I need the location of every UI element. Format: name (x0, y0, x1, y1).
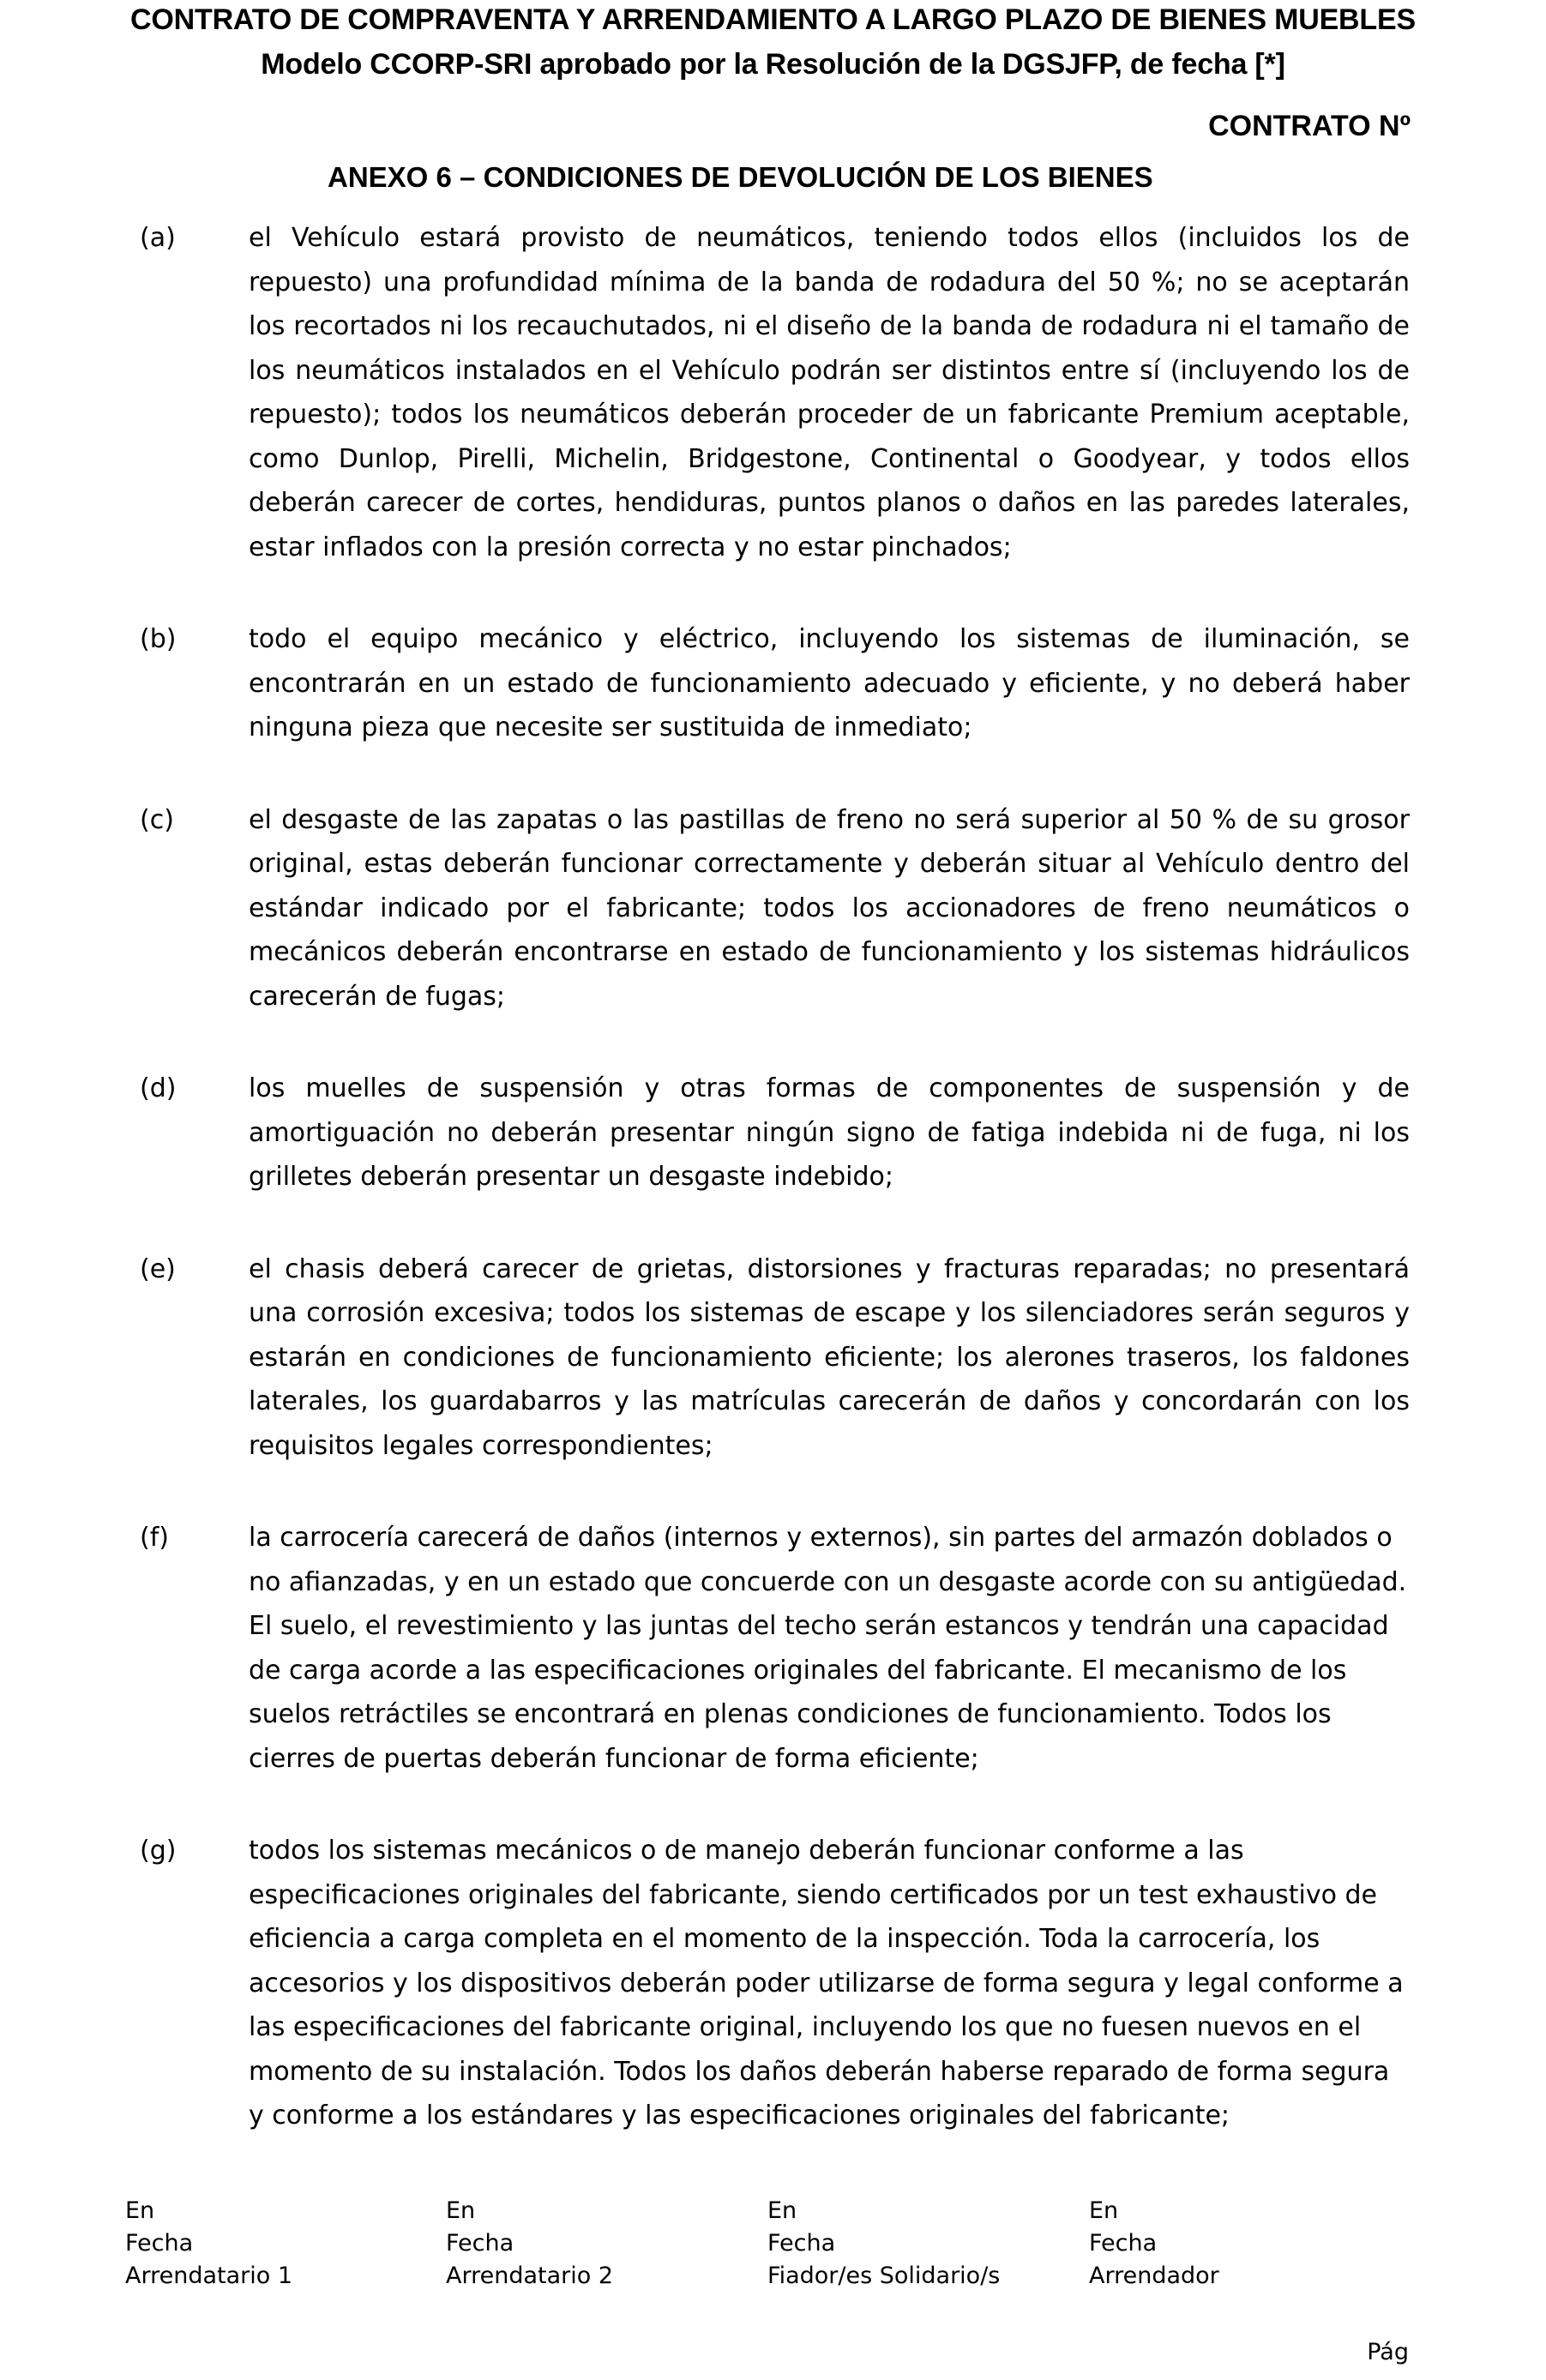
signature-date: Fecha (1089, 2230, 1158, 2257)
item-label: (e) (140, 1253, 176, 1284)
item-text: la carrocería carecerá de daños (internos y externos), sin partes del armazón doblados o no afianzadas, y en un estado que concuerde con un desgaste acorde con su antigüedad. El suelo, el revestimiento y las juntas del techo serán estancos y tendrán una capacidad de carga acorde a las especificaciones originales del fabricante. El mecanismo de los suelos retráctiles se encontrará en plenas condiciones de funcionamiento. Todos los cierres de puertas deberán funcionar de forma eficiente; (249, 1523, 1407, 1774)
item-label: (g) (140, 1836, 177, 1866)
signature-block-lessee-2 (446, 2195, 613, 2293)
item-text: todos los sistemas mecánicos o de manejo deberán funcionar conforme a las especificaciones originales del fabricante, siendo certificados por un test exhaustivo de eficiencia a carga completa en el momento de la inspección. Toda la carrocería, los accesorios y los dispositivos deberán poder utilizarse de forma segura y legal conforme a las especificaciones del fabricante original, incluyendo los que no fuesen nuevos en el momento de su instalación. Todos los daños deberán haberse reparado de forma segura y conforme a los estándares y las especificaciones originales del fabricante; (249, 1836, 1404, 2131)
list-item (0, 617, 1546, 750)
list-item (0, 798, 1546, 1019)
contract-number-label: CONTRATO Nº (1208, 110, 1411, 142)
list-item (0, 1516, 1546, 1781)
list-item (0, 1247, 1546, 1469)
item-label: (b) (140, 624, 177, 654)
contract-subtitle: Modelo CCORP-SRI aprobado por la Resolución de la DGSJFP, de fecha [*] (261, 48, 1285, 81)
signature-date: Fecha (125, 2230, 194, 2257)
signature-party: Arrendador (1089, 2263, 1219, 2289)
item-text: el chasis deberá carecer de grietas, distorsiones y fracturas reparadas; no presentará una corrosión excesiva; todos los sistemas de escape y los silenciadores serán seguros y estarán en condiciones de funcionamiento eficiente; los alerones traseros, los faldones laterales, los guardabarros y las matrículas carecerán de daños y concordarán con los requisitos legales correspondientes; (249, 1253, 1410, 1461)
item-label: (a) (140, 223, 176, 253)
signature-party: Fiador/es Solidario/s (767, 2263, 1001, 2289)
item-text: los muelles de suspensión y otras formas de componentes de suspensión y de amortiguación no deberán presentar ningún signo de fatiga indebida ni de fuga, ni los grilletes deberán presentar un desgaste indebido; (249, 1073, 1410, 1192)
page-number-label: Pág (1367, 2339, 1409, 2365)
conditions-list (0, 216, 1546, 2186)
item-text: todo el equipo mecánico y eléctrico, incluyendo los sistemas de iluminación, se encontrarán en un estado de funcionamiento adecuado y eficiente, y no deberá haber ninguna pieza que necesite ser sustituida de inmediato; (249, 624, 1410, 742)
signature-block-lessor (1089, 2195, 1219, 2293)
signature-block-lessee-1 (125, 2195, 292, 2293)
signature-place: En (1089, 2197, 1119, 2224)
signature-place: En (446, 2197, 476, 2224)
signature-date: Fecha (446, 2230, 514, 2257)
item-text: el desgaste de las zapatas o las pastillas de freno no será superior al 50 % de su grosor original, estas deberán funcionar correctamente y deberán situar al Vehículo dentro del estándar indicado por el fabricante; todos los accionadores de freno neumáticos o mecánicos deberán encontrarse en estado de funcionamiento y los sistemas hidráulicos carecerán de fugas; (249, 804, 1410, 1012)
list-item (0, 1067, 1546, 1199)
annex-title: ANEXO 6 – CONDICIONES DE DEVOLUCIÓN DE LOS BIENES (328, 161, 1153, 193)
signature-block-guarantor (767, 2195, 1000, 2293)
item-label: (f) (140, 1523, 169, 1553)
item-label: (c) (140, 804, 174, 835)
signature-party: Arrendatario 1 (125, 2263, 293, 2289)
signature-date: Fecha (767, 2230, 836, 2257)
item-label: (d) (140, 1073, 177, 1103)
contract-title: CONTRATO DE COMPRAVENTA Y ARRENDAMIENTO A LARGO PLAZO DE BIENES MUEBLES (130, 3, 1416, 36)
signature-party: Arrendatario 2 (446, 2263, 614, 2289)
signature-place: En (767, 2197, 797, 2224)
signature-place: En (125, 2197, 155, 2224)
list-item (0, 1829, 1546, 2138)
list-item (0, 216, 1546, 569)
item-text: el Vehículo estará provisto de neumáticos, teniendo todos ellos (incluidos los de repuesto) una profundidad mínima de la banda de rodadura del 50 %; no se aceptarán los recortados ni los recauchutados, ni el diseño de la banda de rodadura ni el tamaño de los neumáticos instalados en el Vehículo podrán ser distintos entre sí (incluyendo los de repuesto); todos los neumáticos deberán proceder de un fabricante Premium aceptable, como Dunlop, Pirelli, Michelin, Bridgestone, Continental o Goodyear, y todos ellos deberán carecer de cortes, hendiduras, puntos planos o daños en las paredes laterales, estar inflados con la presión correcta y no estar pinchados; (249, 223, 1410, 562)
